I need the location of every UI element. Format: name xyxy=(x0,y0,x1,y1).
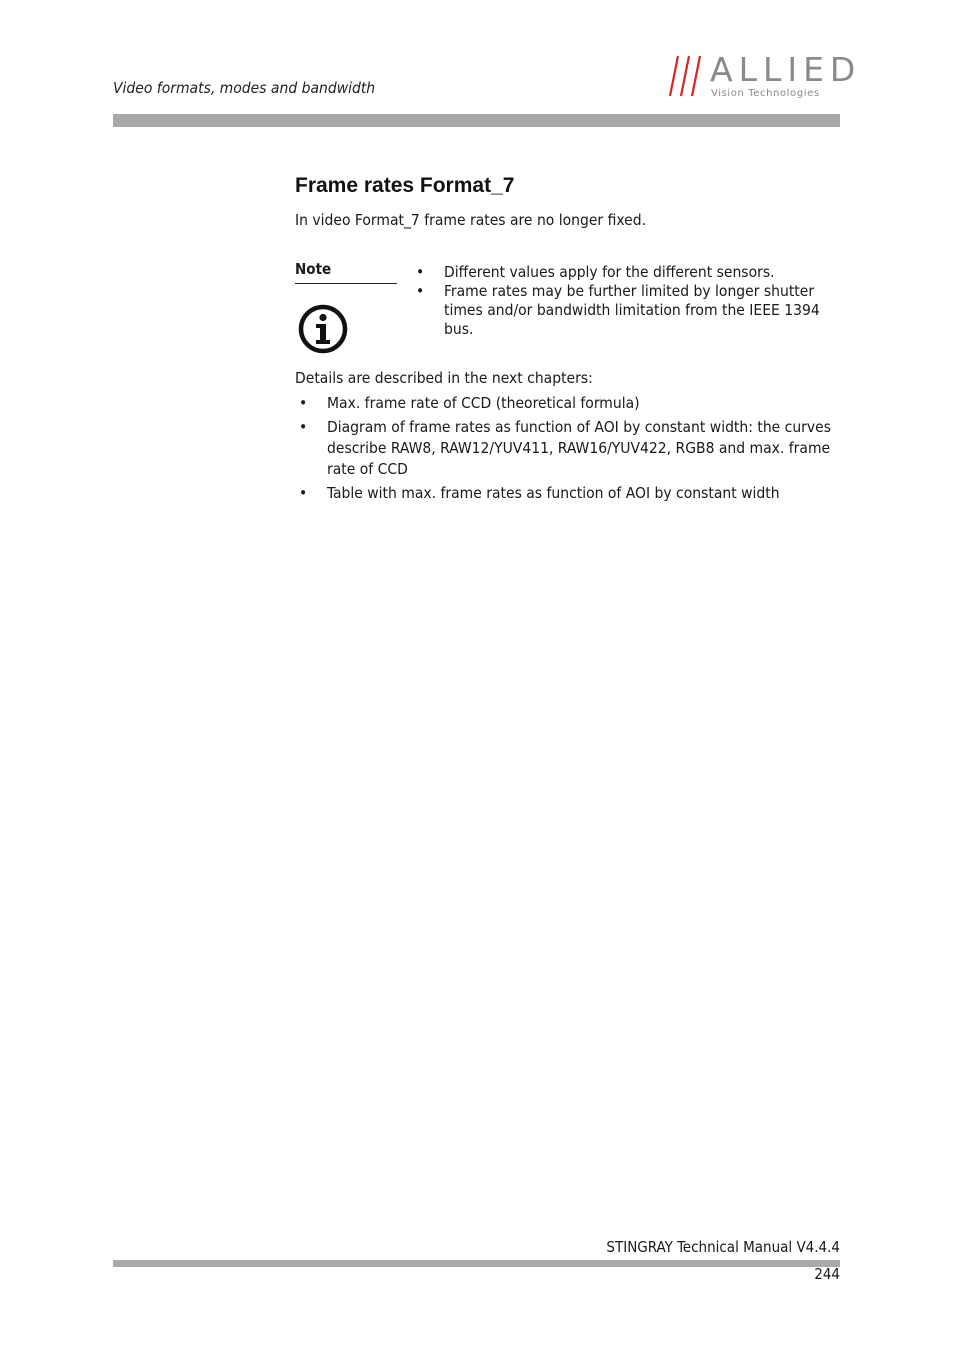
details-intro: Details are described in the next chapters: xyxy=(295,369,593,387)
note-list xyxy=(413,263,843,339)
page-number: 244 xyxy=(814,1265,840,1283)
footer-rule xyxy=(113,1260,840,1267)
footer-manual-title: STINGRAY Technical Manual V4.4.4 xyxy=(606,1238,840,1256)
list-item: • Max. frame rate of CCD (theoretical formula) xyxy=(299,394,640,412)
section-heading: Frame rates Format_7 xyxy=(295,174,515,197)
logo-word: ALLIED xyxy=(710,50,862,89)
running-header: Video formats, modes and bandwidth xyxy=(113,79,376,97)
note-rule xyxy=(295,283,397,284)
list-item: • Table with max. frame rates as function of AOI by constant width xyxy=(299,484,780,502)
allied-logo xyxy=(668,50,862,100)
note-item: • Different values apply for the different sensors. xyxy=(416,263,775,281)
logo-slashes-icon xyxy=(668,54,710,98)
logo-subtitle: Vision Technologies xyxy=(711,88,820,99)
info-icon xyxy=(297,303,349,355)
header-rule xyxy=(113,114,840,127)
intro-paragraph: In video Format_7 frame rates are no longer fixed. xyxy=(295,211,647,229)
note-item: • Frame rates may be further limited by longer shutter times and/or bandwidth limitation from the IEEE 1394 bus. xyxy=(416,282,820,338)
note-label: Note xyxy=(295,260,332,278)
list-item: • Diagram of frame rates as function of AOI by constant width: the curves describe RAW8, RAW12/YUV411, RAW16/YUV422, RGB8 and max. frame rate of CCD xyxy=(299,418,831,478)
details-list xyxy=(295,393,843,507)
